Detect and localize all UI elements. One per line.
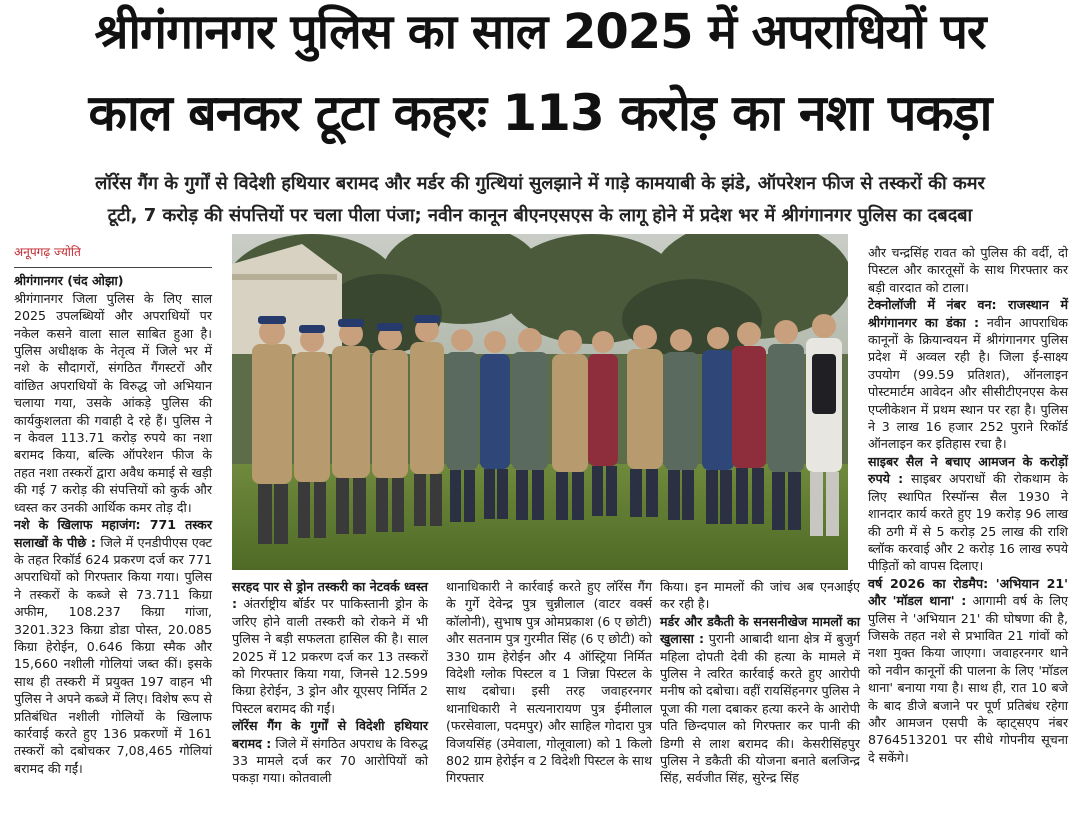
intro-paragraph: श्रीगंगानगर जिला पुलिस के लिए साल 2025 उपलब्धियों और अपराधियों पर नकेल कसने वाला साल साबित हुआ है। पुलिस अधीक्षक के नेतृत्व में जिले भर में नशे के सौदागरों, संगठित गैंगस्टरों और वांछित अपराधियों के विरुद्ध जो अभियान चलाया गया, उसके आंकड़े पुलिस की कार्यकुशलता की गवाही दे रहे हैं। पुलिस ने न केवल 113.71 करोड़ रुपये का नशा बरामद किया, बल्कि ऑपरेशन फीज के तहत नशा तस्करों द्वारा अवैध कमाई से खड़ी की गई 7 करोड़ की संपत्तियों को कुर्क और ध्वस्त कर उनकी आर्थिक कमर तोड़ दी। xyxy=(14,290,212,515)
subhead-cyber-cell: साइबर सैल ने बचाए आमजन के करोड़ों रुपये : xyxy=(868,453,1068,487)
cyber-paragraph: साइबर अपराधों की रोकथाम के लिए स्थापित रिस्पॉन्स सैल 1930 ने शानदार कार्य करते हुए 19 करोड़ 96 लाख की ठगी में से 5 करोड़ 25 लाख की राशि ब्लॉक करवाई और 2 करोड़ 16 लाख रुपये पीड़ितों को वापस दिलाए। xyxy=(868,471,1068,574)
article-column-4 xyxy=(660,578,860,787)
drone-paragraph: अंतर्राष्ट्रीय बॉर्डर पर पाकिस्तानी ड्रोन के जरिए होने वाली तस्करी को रोकने में भी पुलिस ने बड़ी सफलता हासिल की है। साल 2025 में 12 प्रकरण दर्ज कर 13 तस्करों को गिरफ्तार किया गया, जिनसे 12.599 किग्रा हेरोईन, 3 ड्रोन और यूएसए निर्मित 2 पिस्टल बरामद की गईं। xyxy=(232,596,428,716)
arrest-paragraph: और चन्द्रसिंह रावत को पुलिस की वर्दी, दो पिस्टल और कारतूसों के साथ गिरफ्तार कर बड़ी वारदात को टाला। xyxy=(868,245,1068,295)
gang-paragraph-continued: थानाधिकारी ने कार्रवाई करते हुए लॉरेंस गैंग के गुर्गे देवेन्द्र पुत्र चुन्नीलाल (वाटर वर्क्स कॉलोनी), सुभाष पुत्र ओमप्रकाश (6 ए छोटी) और सतनाम पुत्र गुरमीत सिंह (6 ए छोटी) को 330 ग्राम हेरोईन और 4 ऑस्ट्रिया निर्मित विदेशी ग्लोक पिस्टल व 1 जिन्ना पिस्टल के साथ दबोचा। इसी तरह जवाहरनगर थानाधिकारी ने सत्यनारायण पुत्र ईमीलाल (फरसेवाला, पदमपुर) और साहिल गोदारा पुत्र विजयसिंह (उमेवाला, गोलूवाला) को 1 किलो 802 ग्राम हेरोईन व 2 विदेशी पिस्टल के साथ गिरफ्तार xyxy=(446,579,652,786)
technology-paragraph: नवीन आपराधिक कानूनों के क्रियान्वयन में श्रीगंगानगर पुलिस प्रदेश में अव्वल रही है। जिला ई-साक्ष्य उपयोग (99.59 प्रतिशत), ऑनलाइन पोस्टमार्टम आवेदन और सीसीटीएनएस केस एप्लीकेशन में प्रथम स्थान पर रहा है। पुलिस ने 3 लाख 16 हजार 252 पुराने रिकॉर्ड ऑनलाइन कर इतिहास रचा है। xyxy=(868,314,1068,452)
subhead-murder-cases: मर्डर और डकैती के सनसनीखेज मामलों का खुलासा : xyxy=(660,613,860,647)
subhead-lawrence-gang: लॉरेंस गैंग के गुर्गों से विदेशी हथियार बरामद : xyxy=(232,718,428,751)
subhead-roadmap-2026: वर्ष 2026 का रोडमैप: 'अभियान 21' और 'मॉडल थाना' : xyxy=(868,575,1068,609)
headline-line-2: काल बनकर टूटा कहरः 113 करोड़ का नशा पकड़ा xyxy=(88,84,992,142)
article-column-5 xyxy=(868,244,1068,766)
byline-divider xyxy=(14,267,212,268)
byline: अनूपगढ़ ज्योति xyxy=(14,245,81,259)
drug-war-paragraph: जिले में एनडीपीएस एक्ट के तहत रिकॉर्ड 624 प्रकरण दर्ज कर 771 अपराधियों को गिरफ्तार किया गया। पुलिस ने तस्करों के कब्जे से 73.711 किग्रा अफीम, 108.237 किग्रा गांजा, 3201.323 किग्रा डोडा पोस्त, 20.085 किग्रा हेरोईन, 0.646 किग्रा स्मैक और 15,660 नशीली गोलियां जब्त कीं। इसके साथ ही तस्करी में प्रयुक्त 197 वाहन भी पुलिस ने अपने कब्जे में लिए। विशेष रूप से प्रतिबंधित नशीली गोलियों के खिलाफ कार्रवाई करते हुए 136 प्रकरणों में 161 तस्करों को दबोचकर 7,08,465 गोलियां बरामद की गईं। xyxy=(14,534,212,776)
murder-paragraph: पुरानी आबादी थाना क्षेत्र में बुजुर्ग महिला दोपती देवी की हत्या के मामले में पुलिस ने त्वरित कार्रवाई करते हुए आरोपी मनीष को दबोचा। वहीं रायसिंहनगर पुलिस ने पूजा की गला दबाकर हत्या करने के आरोपी पति छिन्दपाल को गिरफ्तार कर पानी की डिग्गी से लाश बरामद की। केसरीसिंहपुर पुलिस ने डकैती की योजना बनाते बलजिन्द्र सिंह, सर्वजीत सिंह, सुरेन्द्र सिंह xyxy=(660,631,861,786)
subheadline-line-2: टूटी, 7 करोड़ की संपत्तियों पर चला पीला पंजा; नवीन कानून बीएनएसएस के लागू होने में प्रदेश भर में श्रीगंगानगर पुलिस का दबदबा xyxy=(107,205,973,226)
nia-paragraph: किया। इन मामलों की जांच अब एनआईए कर रही है। xyxy=(660,579,860,612)
article-column-2 xyxy=(232,578,428,787)
dateline: श्रीगंगानगर (चंद ओझा) xyxy=(14,273,124,289)
article-column-1 xyxy=(14,244,212,777)
headline-line-1: श्रीगंगानगर पुलिस का साल 2025 में अपराधियों पर xyxy=(94,4,986,60)
group-photo xyxy=(232,234,848,570)
gang-paragraph: जिले में संगठित अपराध के विरुद्ध 33 मामले दर्ज कर 70 आरोपियों को पकड़ा गया। कोतवाली xyxy=(232,735,428,786)
subhead-technology: टेक्नोलॉजी में नंबर वन: राजस्थान में श्रीगंगानगर का डंका : xyxy=(868,297,1068,330)
article-column-3 xyxy=(446,578,652,787)
roadmap-paragraph: आगामी वर्ष के लिए पुलिस ने 'अभियान 21' की घोषणा की है, जिसके तहत नशे से प्रभावित 21 गांवों को नशा मुक्त किया जाएगा। जवाहरनगर थाने को नवीन कानूनों की पालना के लिए 'मॉडल थाना' बनाया गया है। साथ ही, रात 10 बजे के बाद डीजे बजाने पर पूर्ण प्रतिबंध रहेगा और आमजन एसपी के व्हाट्सएप नंबर 8764513201 पर सीधे गोपनीय सूचना दे सकेंगे। xyxy=(868,593,1068,765)
subhead-drug-war: नशे के खिलाफ महाजंग: 771 तस्कर सलाखों के पीछे : xyxy=(14,517,212,550)
subhead-drone-network: सरहद पार से ड्रोन तस्करी का नेटवर्क ध्वस्त : xyxy=(232,579,428,612)
subheadline-line-1: लॉरेंस गैंग के गुर्गों से विदेशी हथियार बरामद और मर्डर की गुत्थियां सुलझाने में गाड़े कामयाबी के झंडे, ऑपरेशन फीज से तस्करों की कमर xyxy=(95,173,985,194)
